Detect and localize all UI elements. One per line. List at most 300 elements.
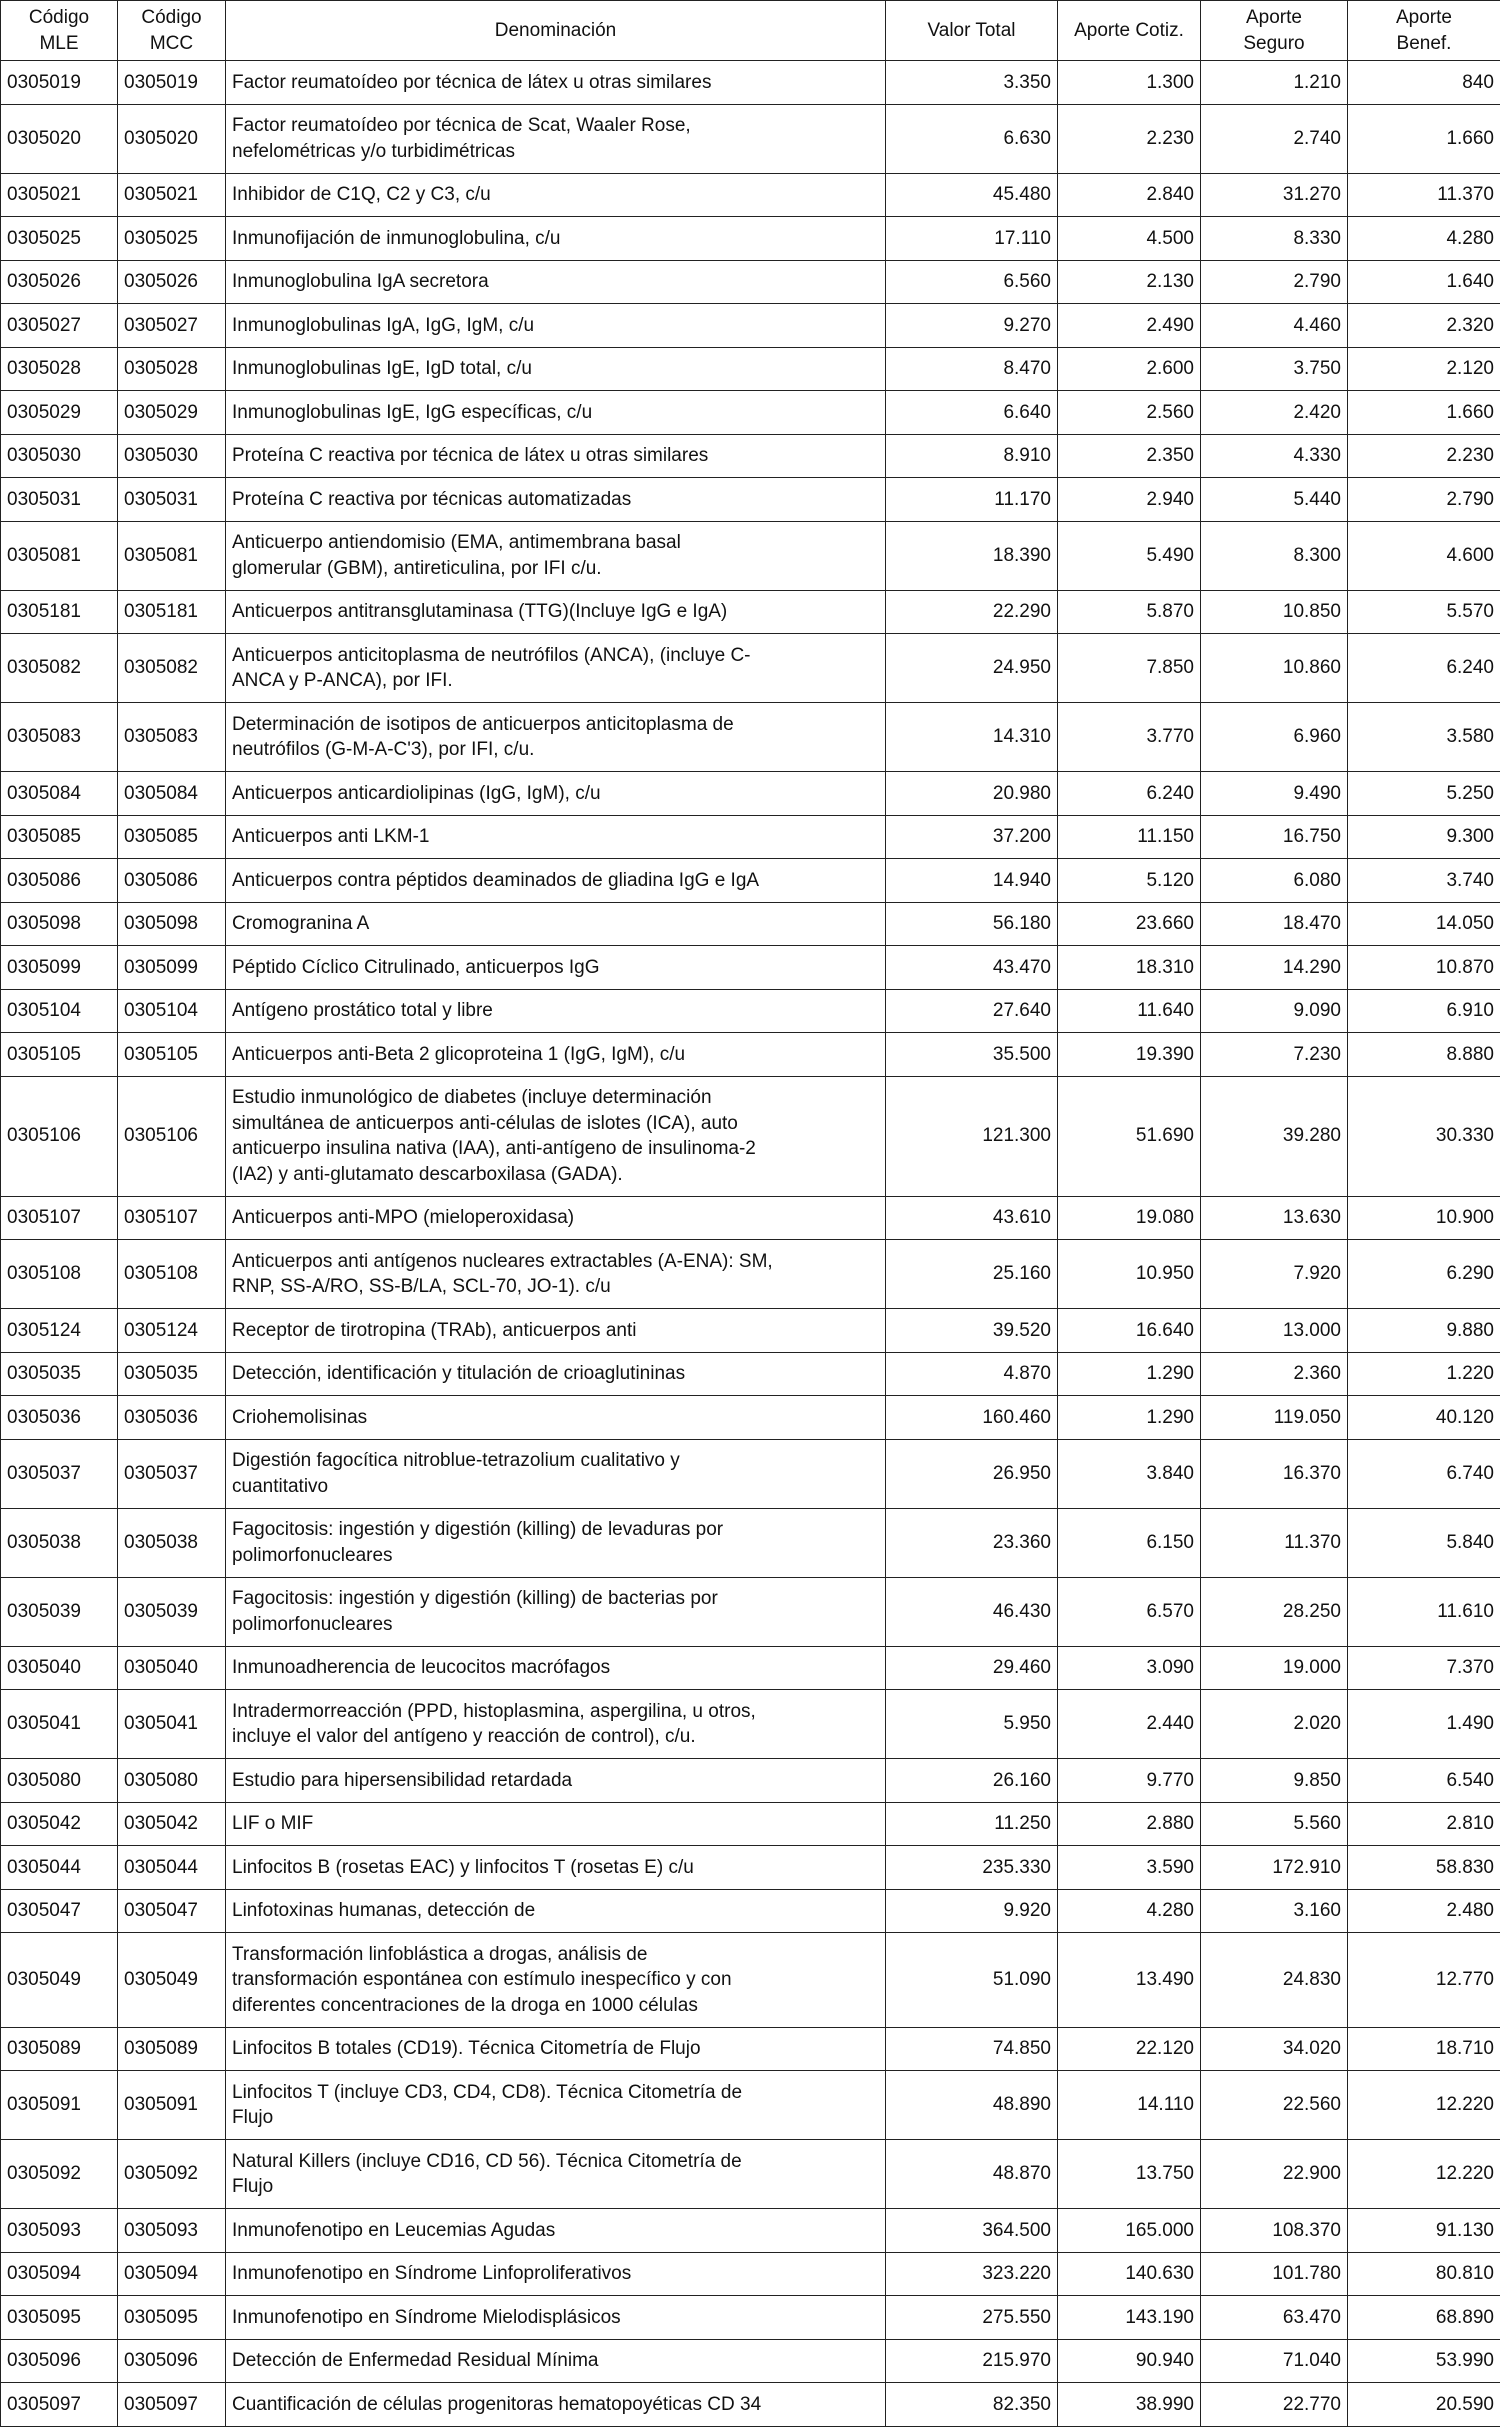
- cell-denominacion: Fagocitosis: ingestión y digestión (killing) de levaduras por polimorfonucleares: [226, 1508, 886, 1577]
- cell-aporte-cotiz: 6.570: [1058, 1577, 1201, 1646]
- cell-codigo-mle: 0305028: [1, 347, 118, 391]
- cell-aporte-seguro: 9.850: [1201, 1759, 1348, 1803]
- cell-denominacion: Fagocitosis: ingestión y digestión (killing) de bacterias por polimorfonucleares: [226, 1577, 886, 1646]
- table-row: [1, 2071, 1500, 2140]
- cell-codigo-mle: 0305040: [1, 1646, 118, 1690]
- table-row: [1, 434, 1500, 478]
- table-row: [1, 1508, 1500, 1577]
- cell-codigo-mle: 0305041: [1, 1690, 118, 1759]
- cell-denominacion: Anticuerpos anti LKM-1: [226, 815, 886, 859]
- cell-codigo-mle: 0305093: [1, 2209, 118, 2253]
- cell-aporte-cotiz: 3.090: [1058, 1646, 1201, 1690]
- cell-aporte-cotiz: 4.280: [1058, 1889, 1201, 1933]
- cell-valor-total: 4.870: [886, 1352, 1058, 1396]
- cell-codigo-mle: 0305037: [1, 1439, 118, 1508]
- table-row: [1, 1396, 1500, 1440]
- cell-aporte-cotiz: 10.950: [1058, 1240, 1201, 1309]
- cell-codigo-mle: 0305181: [1, 590, 118, 634]
- cell-codigo-mle: 0305089: [1, 2027, 118, 2071]
- cell-aporte-benef: 30.330: [1348, 1076, 1500, 1196]
- table-body: [1, 61, 1500, 2427]
- cell-aporte-benef: 58.830: [1348, 1846, 1500, 1890]
- cell-aporte-seguro: 3.160: [1201, 1889, 1348, 1933]
- cell-aporte-seguro: 71.040: [1201, 2339, 1348, 2383]
- cell-aporte-benef: 3.580: [1348, 703, 1500, 772]
- cell-aporte-benef: 4.600: [1348, 521, 1500, 590]
- cell-codigo-mle: 0305021: [1, 173, 118, 217]
- cell-codigo-mcc: 0305080: [118, 1759, 226, 1803]
- cell-codigo-mcc: 0305026: [118, 260, 226, 304]
- cell-aporte-cotiz: 13.490: [1058, 1933, 1201, 2028]
- cell-valor-total: 235.330: [886, 1846, 1058, 1890]
- cell-valor-total: 23.360: [886, 1508, 1058, 1577]
- cell-valor-total: 56.180: [886, 902, 1058, 946]
- cell-valor-total: 20.980: [886, 772, 1058, 816]
- cell-aporte-seguro: 22.560: [1201, 2071, 1348, 2140]
- cell-valor-total: 43.610: [886, 1196, 1058, 1240]
- cell-aporte-seguro: 108.370: [1201, 2209, 1348, 2253]
- cell-codigo-mle: 0305035: [1, 1352, 118, 1396]
- cell-valor-total: 121.300: [886, 1076, 1058, 1196]
- cell-aporte-benef: 18.710: [1348, 2027, 1500, 2071]
- cell-denominacion: Inmunoadherencia de leucocitos macrófagos: [226, 1646, 886, 1690]
- table-row: [1, 2339, 1500, 2383]
- cell-aporte-seguro: 5.560: [1201, 1802, 1348, 1846]
- cell-aporte-benef: 7.370: [1348, 1646, 1500, 1690]
- cell-denominacion: Linfocitos B (rosetas EAC) y linfocitos T (rosetas E) c/u: [226, 1846, 886, 1890]
- header-valor-total: Valor Total: [886, 1, 1058, 61]
- header-aporte-cotiz: Aporte Cotiz.: [1058, 1, 1201, 61]
- cell-denominacion: Linfocitos B totales (CD19). Técnica Citometría de Flujo: [226, 2027, 886, 2071]
- cell-valor-total: 6.560: [886, 260, 1058, 304]
- cell-denominacion: Inmunoglobulina IgA secretora: [226, 260, 886, 304]
- cell-denominacion: Criohemolisinas: [226, 1396, 886, 1440]
- cell-aporte-seguro: 22.770: [1201, 2383, 1348, 2427]
- cell-valor-total: 48.870: [886, 2140, 1058, 2209]
- cell-aporte-benef: 12.220: [1348, 2140, 1500, 2209]
- cell-valor-total: 26.950: [886, 1439, 1058, 1508]
- table-row: [1, 1802, 1500, 1846]
- cell-denominacion: Estudio inmunológico de diabetes (incluye determinación simultánea de anticuerpos anti-células de islotes (ICA), auto anticuerpo insulina nativa (IAA), anti-antígeno de insulinoma-2 (IA2) y anti-glutamato descarboxilasa (GADA).: [226, 1076, 886, 1196]
- table-row: [1, 2296, 1500, 2340]
- cell-codigo-mle: 0305084: [1, 772, 118, 816]
- cell-valor-total: 6.640: [886, 391, 1058, 435]
- cell-aporte-cotiz: 3.840: [1058, 1439, 1201, 1508]
- cell-aporte-benef: 9.880: [1348, 1309, 1500, 1353]
- cell-aporte-cotiz: 16.640: [1058, 1309, 1201, 1353]
- cell-valor-total: 364.500: [886, 2209, 1058, 2253]
- cell-aporte-cotiz: 140.630: [1058, 2252, 1201, 2296]
- cell-codigo-mcc: 0305037: [118, 1439, 226, 1508]
- cell-codigo-mle: 0305080: [1, 1759, 118, 1803]
- cell-aporte-seguro: 16.370: [1201, 1439, 1348, 1508]
- cell-codigo-mcc: 0305097: [118, 2383, 226, 2427]
- cell-aporte-cotiz: 6.240: [1058, 772, 1201, 816]
- cell-codigo-mle: 0305029: [1, 391, 118, 435]
- cell-aporte-seguro: 6.080: [1201, 859, 1348, 903]
- cell-codigo-mcc: 0305036: [118, 1396, 226, 1440]
- cell-codigo-mle: 0305020: [1, 104, 118, 173]
- cell-codigo-mcc: 0305093: [118, 2209, 226, 2253]
- table-row: [1, 946, 1500, 990]
- cell-denominacion: Estudio para hipersensibilidad retardada: [226, 1759, 886, 1803]
- cell-aporte-benef: 20.590: [1348, 2383, 1500, 2427]
- cell-codigo-mcc: 0305105: [118, 1033, 226, 1077]
- header-codigo-mcc: Código MCC: [118, 1, 226, 61]
- cell-aporte-benef: 9.300: [1348, 815, 1500, 859]
- cell-denominacion: Anticuerpos contra péptidos deaminados de gliadina IgG e IgA: [226, 859, 886, 903]
- cell-aporte-cotiz: 3.770: [1058, 703, 1201, 772]
- cell-aporte-benef: 1.660: [1348, 104, 1500, 173]
- cell-codigo-mcc: 0305085: [118, 815, 226, 859]
- cell-aporte-cotiz: 2.940: [1058, 478, 1201, 522]
- cell-aporte-seguro: 39.280: [1201, 1076, 1348, 1196]
- cell-aporte-cotiz: 2.560: [1058, 391, 1201, 435]
- cell-valor-total: 82.350: [886, 2383, 1058, 2427]
- table-row: [1, 2027, 1500, 2071]
- cell-codigo-mcc: 0305106: [118, 1076, 226, 1196]
- cell-codigo-mle: 0305092: [1, 2140, 118, 2209]
- cell-denominacion: Anticuerpos anticitoplasma de neutrófilos (ANCA), (incluye C- ANCA y P-ANCA), por IFI.: [226, 634, 886, 703]
- cell-denominacion: Transformación linfoblástica a drogas, análisis de transformación espontánea con estímulo inespecífico y con diferentes concentraciones de la droga en 1000 células: [226, 1933, 886, 2028]
- cell-aporte-cotiz: 2.490: [1058, 304, 1201, 348]
- cell-aporte-benef: 68.890: [1348, 2296, 1500, 2340]
- cell-aporte-cotiz: 1.300: [1058, 61, 1201, 105]
- cell-codigo-mcc: 0305092: [118, 2140, 226, 2209]
- cell-aporte-seguro: 7.920: [1201, 1240, 1348, 1309]
- cell-aporte-seguro: 5.440: [1201, 478, 1348, 522]
- cell-aporte-cotiz: 5.870: [1058, 590, 1201, 634]
- cell-codigo-mcc: 0305039: [118, 1577, 226, 1646]
- cell-valor-total: 5.950: [886, 1690, 1058, 1759]
- header-aporte-benef: Aporte Benef.: [1348, 1, 1500, 61]
- cell-aporte-seguro: 28.250: [1201, 1577, 1348, 1646]
- cell-codigo-mcc: 0305038: [118, 1508, 226, 1577]
- cell-codigo-mcc: 0305035: [118, 1352, 226, 1396]
- cell-valor-total: 8.910: [886, 434, 1058, 478]
- cell-aporte-seguro: 14.290: [1201, 946, 1348, 990]
- cell-codigo-mle: 0305085: [1, 815, 118, 859]
- cell-aporte-cotiz: 23.660: [1058, 902, 1201, 946]
- cell-denominacion: Anticuerpos antitransglutaminasa (TTG)(Incluye IgG e IgA): [226, 590, 886, 634]
- cell-denominacion: Inmunofenotipo en Leucemias Agudas: [226, 2209, 886, 2253]
- cell-aporte-benef: 91.130: [1348, 2209, 1500, 2253]
- cell-aporte-cotiz: 2.440: [1058, 1690, 1201, 1759]
- cell-valor-total: 26.160: [886, 1759, 1058, 1803]
- cell-denominacion: Determinación de isotipos de anticuerpos anticitoplasma de neutrófilos (G-M-A-C'3), por IFI, c/u.: [226, 703, 886, 772]
- cell-denominacion: Cuantificación de células progenitoras hematopoyéticas CD 34: [226, 2383, 886, 2427]
- table-row: [1, 1759, 1500, 1803]
- cell-codigo-mcc: 0305096: [118, 2339, 226, 2383]
- cell-aporte-seguro: 63.470: [1201, 2296, 1348, 2340]
- cell-aporte-cotiz: 18.310: [1058, 946, 1201, 990]
- cell-aporte-benef: 840: [1348, 61, 1500, 105]
- cell-valor-total: 48.890: [886, 2071, 1058, 2140]
- cell-denominacion: Inmunofenotipo en Síndrome Mielodisplásicos: [226, 2296, 886, 2340]
- cell-valor-total: 25.160: [886, 1240, 1058, 1309]
- cell-codigo-mcc: 0305041: [118, 1690, 226, 1759]
- table-row: [1, 1577, 1500, 1646]
- table-row: [1, 391, 1500, 435]
- cell-aporte-seguro: 2.790: [1201, 260, 1348, 304]
- cell-aporte-benef: 6.740: [1348, 1439, 1500, 1508]
- cell-codigo-mcc: 0305031: [118, 478, 226, 522]
- cell-aporte-benef: 11.610: [1348, 1577, 1500, 1646]
- cell-aporte-benef: 53.990: [1348, 2339, 1500, 2383]
- cell-aporte-cotiz: 90.940: [1058, 2339, 1201, 2383]
- cell-codigo-mle: 0305107: [1, 1196, 118, 1240]
- cell-valor-total: 27.640: [886, 989, 1058, 1033]
- cell-valor-total: 46.430: [886, 1577, 1058, 1646]
- cell-codigo-mcc: 0305019: [118, 61, 226, 105]
- cell-valor-total: 35.500: [886, 1033, 1058, 1077]
- cell-aporte-seguro: 4.460: [1201, 304, 1348, 348]
- cell-codigo-mcc: 0305047: [118, 1889, 226, 1933]
- cell-valor-total: 37.200: [886, 815, 1058, 859]
- table-row: [1, 61, 1500, 105]
- table-row: [1, 2252, 1500, 2296]
- cell-denominacion: LIF o MIF: [226, 1802, 886, 1846]
- table-row: [1, 859, 1500, 903]
- cell-aporte-seguro: 2.360: [1201, 1352, 1348, 1396]
- cell-codigo-mle: 0305038: [1, 1508, 118, 1577]
- table-row: [1, 772, 1500, 816]
- cell-codigo-mle: 0305099: [1, 946, 118, 990]
- cell-codigo-mle: 0305124: [1, 1309, 118, 1353]
- table-row: [1, 1646, 1500, 1690]
- cell-codigo-mle: 0305096: [1, 2339, 118, 2383]
- cell-aporte-benef: 2.230: [1348, 434, 1500, 478]
- table-row: [1, 304, 1500, 348]
- cell-valor-total: 11.170: [886, 478, 1058, 522]
- cell-denominacion: Proteína C reactiva por técnicas automatizadas: [226, 478, 886, 522]
- table-row: [1, 1352, 1500, 1396]
- cell-codigo-mcc: 0305098: [118, 902, 226, 946]
- cell-valor-total: 275.550: [886, 2296, 1058, 2340]
- cell-aporte-cotiz: 2.230: [1058, 104, 1201, 173]
- cell-aporte-cotiz: 6.150: [1058, 1508, 1201, 1577]
- table-row: [1, 1439, 1500, 1508]
- cell-denominacion: Inmunoglobulinas IgE, IgG específicas, c/u: [226, 391, 886, 435]
- table-row: [1, 1076, 1500, 1196]
- cell-codigo-mcc: 0305042: [118, 1802, 226, 1846]
- cell-codigo-mle: 0305044: [1, 1846, 118, 1890]
- cell-codigo-mcc: 0305094: [118, 2252, 226, 2296]
- cell-valor-total: 9.270: [886, 304, 1058, 348]
- cell-aporte-seguro: 2.020: [1201, 1690, 1348, 1759]
- cell-aporte-benef: 6.910: [1348, 989, 1500, 1033]
- cell-aporte-seguro: 3.750: [1201, 347, 1348, 391]
- cell-aporte-benef: 2.810: [1348, 1802, 1500, 1846]
- cell-codigo-mle: 0305027: [1, 304, 118, 348]
- cell-aporte-seguro: 9.090: [1201, 989, 1348, 1033]
- cell-aporte-seguro: 22.900: [1201, 2140, 1348, 2209]
- cell-aporte-cotiz: 1.290: [1058, 1396, 1201, 1440]
- cell-codigo-mcc: 0305181: [118, 590, 226, 634]
- cell-codigo-mcc: 0305108: [118, 1240, 226, 1309]
- cell-denominacion: Péptido Cíclico Citrulinado, anticuerpos IgG: [226, 946, 886, 990]
- cell-aporte-benef: 10.870: [1348, 946, 1500, 990]
- cell-denominacion: Cromogranina A: [226, 902, 886, 946]
- header-row: [1, 1, 1500, 61]
- cell-codigo-mcc: 0305089: [118, 2027, 226, 2071]
- cell-denominacion: Inmunoglobulinas IgA, IgG, IgM, c/u: [226, 304, 886, 348]
- header-denominacion: Denominación: [226, 1, 886, 61]
- cell-codigo-mcc: 0305124: [118, 1309, 226, 1353]
- cell-valor-total: 323.220: [886, 2252, 1058, 2296]
- cell-codigo-mcc: 0305020: [118, 104, 226, 173]
- cell-codigo-mcc: 0305027: [118, 304, 226, 348]
- cell-aporte-cotiz: 38.990: [1058, 2383, 1201, 2427]
- cell-aporte-benef: 6.240: [1348, 634, 1500, 703]
- table-row: [1, 634, 1500, 703]
- table-row: [1, 1933, 1500, 2028]
- cell-codigo-mle: 0305091: [1, 2071, 118, 2140]
- cell-aporte-seguro: 18.470: [1201, 902, 1348, 946]
- cell-codigo-mle: 0305049: [1, 1933, 118, 2028]
- cell-codigo-mle: 0305030: [1, 434, 118, 478]
- cell-aporte-seguro: 119.050: [1201, 1396, 1348, 1440]
- table-row: [1, 173, 1500, 217]
- cell-codigo-mcc: 0305082: [118, 634, 226, 703]
- cell-aporte-cotiz: 11.640: [1058, 989, 1201, 1033]
- table-row: [1, 2140, 1500, 2209]
- table-row: [1, 703, 1500, 772]
- cell-aporte-cotiz: 165.000: [1058, 2209, 1201, 2253]
- cell-aporte-seguro: 10.850: [1201, 590, 1348, 634]
- cell-aporte-cotiz: 51.690: [1058, 1076, 1201, 1196]
- cell-aporte-benef: 5.570: [1348, 590, 1500, 634]
- cell-aporte-benef: 6.290: [1348, 1240, 1500, 1309]
- cell-valor-total: 160.460: [886, 1396, 1058, 1440]
- cell-denominacion: Linfotoxinas humanas, detección de: [226, 1889, 886, 1933]
- cell-codigo-mle: 0305108: [1, 1240, 118, 1309]
- cell-aporte-benef: 2.120: [1348, 347, 1500, 391]
- table-row: [1, 1889, 1500, 1933]
- cell-codigo-mcc: 0305104: [118, 989, 226, 1033]
- cell-codigo-mle: 0305082: [1, 634, 118, 703]
- table-row: [1, 1240, 1500, 1309]
- cell-codigo-mle: 0305019: [1, 61, 118, 105]
- cell-codigo-mcc: 0305083: [118, 703, 226, 772]
- cell-aporte-cotiz: 4.500: [1058, 217, 1201, 261]
- table-row: [1, 2209, 1500, 2253]
- cell-aporte-cotiz: 7.850: [1058, 634, 1201, 703]
- cell-aporte-benef: 12.220: [1348, 2071, 1500, 2140]
- cell-aporte-seguro: 1.210: [1201, 61, 1348, 105]
- cell-aporte-benef: 11.370: [1348, 173, 1500, 217]
- table-row: [1, 1033, 1500, 1077]
- cell-denominacion: Natural Killers (incluye CD16, CD 56). Técnica Citometría de Flujo: [226, 2140, 886, 2209]
- cell-valor-total: 74.850: [886, 2027, 1058, 2071]
- table-row: [1, 260, 1500, 304]
- cell-valor-total: 215.970: [886, 2339, 1058, 2383]
- cell-aporte-cotiz: 11.150: [1058, 815, 1201, 859]
- cell-codigo-mcc: 0305095: [118, 2296, 226, 2340]
- cell-codigo-mcc: 0305099: [118, 946, 226, 990]
- header-codigo-mle: Código MLE: [1, 1, 118, 61]
- cell-aporte-seguro: 13.000: [1201, 1309, 1348, 1353]
- cell-codigo-mcc: 0305049: [118, 1933, 226, 2028]
- cell-denominacion: Inhibidor de C1Q, C2 y C3, c/u: [226, 173, 886, 217]
- cell-codigo-mcc: 0305086: [118, 859, 226, 903]
- cell-aporte-cotiz: 19.390: [1058, 1033, 1201, 1077]
- cell-aporte-seguro: 9.490: [1201, 772, 1348, 816]
- cell-valor-total: 14.310: [886, 703, 1058, 772]
- cell-aporte-seguro: 19.000: [1201, 1646, 1348, 1690]
- cell-codigo-mcc: 0305029: [118, 391, 226, 435]
- cell-valor-total: 11.250: [886, 1802, 1058, 1846]
- cell-aporte-seguro: 31.270: [1201, 173, 1348, 217]
- cell-aporte-cotiz: 5.490: [1058, 521, 1201, 590]
- cell-denominacion: Receptor de tirotropina (TRAb), anticuerpos anti: [226, 1309, 886, 1353]
- cell-aporte-cotiz: 2.350: [1058, 434, 1201, 478]
- cell-aporte-benef: 12.770: [1348, 1933, 1500, 2028]
- cell-codigo-mcc: 0305091: [118, 2071, 226, 2140]
- table-row: [1, 1196, 1500, 1240]
- cell-valor-total: 51.090: [886, 1933, 1058, 2028]
- cell-aporte-seguro: 24.830: [1201, 1933, 1348, 2028]
- cell-codigo-mcc: 0305040: [118, 1646, 226, 1690]
- cell-aporte-seguro: 101.780: [1201, 2252, 1348, 2296]
- cell-codigo-mle: 0305025: [1, 217, 118, 261]
- table-row: [1, 590, 1500, 634]
- cell-denominacion: Anticuerpos anti antígenos nucleares extractables (A-ENA): SM, RNP, SS-A/RO, SS-B/LA, SCL-70, JO-1). c/u: [226, 1240, 886, 1309]
- cell-aporte-benef: 1.220: [1348, 1352, 1500, 1396]
- cell-aporte-seguro: 7.230: [1201, 1033, 1348, 1077]
- cell-denominacion: Antígeno prostático total y libre: [226, 989, 886, 1033]
- cell-aporte-benef: 2.790: [1348, 478, 1500, 522]
- cell-aporte-benef: 8.880: [1348, 1033, 1500, 1077]
- table-row: [1, 1309, 1500, 1353]
- table-row: [1, 104, 1500, 173]
- cell-aporte-benef: 40.120: [1348, 1396, 1500, 1440]
- table-row: [1, 989, 1500, 1033]
- cell-valor-total: 18.390: [886, 521, 1058, 590]
- cell-aporte-benef: 14.050: [1348, 902, 1500, 946]
- cell-denominacion: Digestión fagocítica nitroblue-tetrazolium cualitativo y cuantitativo: [226, 1439, 886, 1508]
- cell-valor-total: 45.480: [886, 173, 1058, 217]
- cell-codigo-mle: 0305097: [1, 2383, 118, 2427]
- cell-codigo-mcc: 0305107: [118, 1196, 226, 1240]
- cell-aporte-seguro: 16.750: [1201, 815, 1348, 859]
- cell-codigo-mcc: 0305021: [118, 173, 226, 217]
- cell-denominacion: Anticuerpos anti-Beta 2 glicoproteina 1 (IgG, IgM), c/u: [226, 1033, 886, 1077]
- cell-aporte-benef: 4.280: [1348, 217, 1500, 261]
- cell-codigo-mcc: 0305030: [118, 434, 226, 478]
- cell-aporte-benef: 1.640: [1348, 260, 1500, 304]
- cell-codigo-mle: 0305095: [1, 2296, 118, 2340]
- table-row: [1, 815, 1500, 859]
- cell-valor-total: 6.630: [886, 104, 1058, 173]
- cell-denominacion: Detección de Enfermedad Residual Mínima: [226, 2339, 886, 2383]
- cell-denominacion: Anticuerpos anticardiolipinas (IgG, IgM), c/u: [226, 772, 886, 816]
- cell-aporte-cotiz: 143.190: [1058, 2296, 1201, 2340]
- cell-aporte-seguro: 10.860: [1201, 634, 1348, 703]
- cell-valor-total: 14.940: [886, 859, 1058, 903]
- cell-denominacion: Anticuerpos anti-MPO (mieloperoxidasa): [226, 1196, 886, 1240]
- cell-aporte-cotiz: 22.120: [1058, 2027, 1201, 2071]
- cell-aporte-seguro: 13.630: [1201, 1196, 1348, 1240]
- cell-valor-total: 9.920: [886, 1889, 1058, 1933]
- cell-codigo-mcc: 0305028: [118, 347, 226, 391]
- cell-valor-total: 24.950: [886, 634, 1058, 703]
- cell-aporte-benef: 10.900: [1348, 1196, 1500, 1240]
- cell-aporte-benef: 6.540: [1348, 1759, 1500, 1803]
- cell-denominacion: Proteína C reactiva por técnica de látex u otras similares: [226, 434, 886, 478]
- cell-codigo-mle: 0305105: [1, 1033, 118, 1077]
- cell-aporte-cotiz: 1.290: [1058, 1352, 1201, 1396]
